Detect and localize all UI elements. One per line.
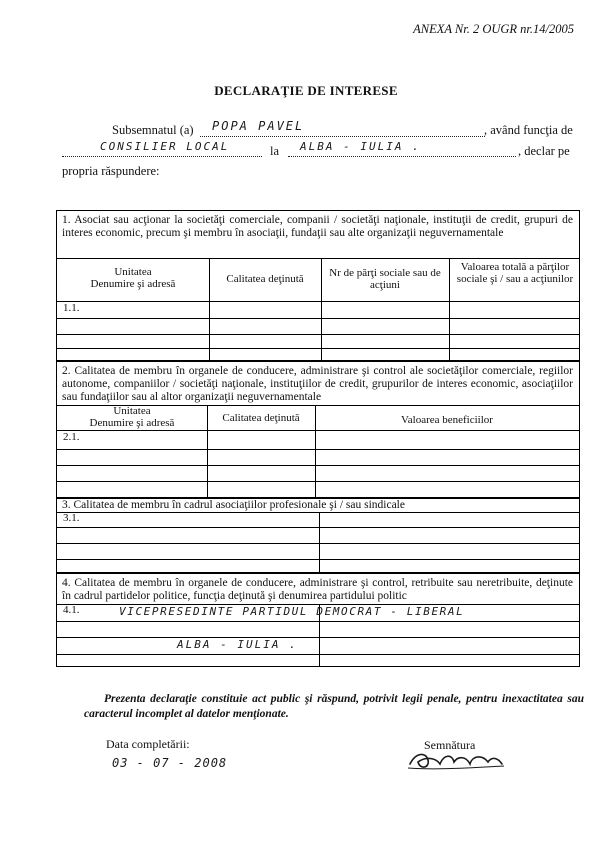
date-handwritten: 03 - 07 - 2008 [112, 756, 228, 770]
section-4-heading: 4. Calitatea de membru în organele de conducere, administrare şi control, retribuite sau neretribuite, deţinute în cadrul partidelor politice, funcţia deţinută şi denumirea partidului politic [62, 577, 573, 602]
section-2-col-benefits: Valoarea beneficiilor [401, 414, 493, 426]
place-dotted-line [288, 156, 516, 157]
document-title: DECLARAŢIE DE INTERESE [214, 83, 398, 98]
legal-statement [84, 692, 584, 722]
section-4-entry-location: ALBA - IULIA . [177, 638, 298, 651]
section-2-row-label: 2.1. [63, 431, 80, 443]
name-dotted-line [200, 136, 485, 137]
section-3-heading: 3. Calitatea de membru în cadrul asociaţiilor profesionale şi / sau sindicale [62, 499, 405, 511]
date-label: Data completării: [106, 737, 190, 751]
name-handwritten: POPA PAVEL [212, 119, 305, 133]
function-handwritten: CONSILIER LOCAL [100, 140, 230, 153]
signature-label: Semnătura [424, 738, 476, 752]
intro-prefix: Subsemnatul (a) [112, 123, 194, 137]
legal-statement-text: Prezenta declaraţie constituie act public şi răspund, potrivit legii penale, pentru inexactitatea sau caracterul incomplet al datelor menţionate. [84, 693, 584, 720]
section-1-col-capacity: Calitatea deţinută [226, 273, 304, 285]
section-2-management-roles [56, 361, 580, 498]
intro-function-label: , având funcţia de [484, 123, 573, 137]
section-1-heading: 1. Asociat sau acţionar la societăţi comerciale, companii / societăţi naţionale, instituţii de credit, grupuri de interes economic, precum şi membru în asociaţii, fundaţii sau alte organizaţii neguvernamentale [62, 214, 573, 239]
section-2-col-capacity: Calitatea deţinută [222, 412, 300, 424]
section-1-col-unit: Unitatea Denumire şi adresă [90, 266, 176, 290]
section-1-col-shares: Nr de părţi sociale sau de acţiuni [329, 267, 441, 291]
signature-mark [406, 746, 516, 774]
intro-la: la [270, 144, 280, 158]
section-4-entry-function: VICEPRESEDINTE PARTIDUL DEMOCRAT - LIBERAL [119, 605, 465, 618]
section-4-political-parties [56, 573, 580, 667]
section-1-shareholdings [56, 210, 580, 361]
section-1-col-value: Valoarea totală a părţilor sociale şi / sau a acţiunilor [456, 261, 574, 285]
section-4-row-label: 4.1. [63, 604, 80, 616]
section-3-professional-associations [56, 498, 580, 573]
function-dotted-line [62, 156, 262, 157]
section-2-col-unit: Unitatea Denumire şi adresă [89, 405, 175, 429]
intro-own-responsibility: propria răspundere: [62, 164, 160, 178]
section-2-heading: 2. Calitatea de membru în organele de conducere, administrare şi control ale societăţilor comerciale, regiilor autonome, companiilor / societăţi naţionale, instituţiilor de credit, grupurilor de interes economic, asociaţiilor sau fundaţiilor sau al altor organizaţii neguvernamentale [62, 365, 573, 403]
place-handwritten: ALBA - IULIA . [300, 140, 421, 153]
section-1-row-label: 1.1. [63, 302, 80, 314]
annex-reference: ANEXA Nr. 2 OUGR nr.14/2005 [413, 22, 574, 36]
intro-declare: , declar pe [518, 144, 570, 158]
section-3-row-label: 3.1. [63, 512, 80, 524]
